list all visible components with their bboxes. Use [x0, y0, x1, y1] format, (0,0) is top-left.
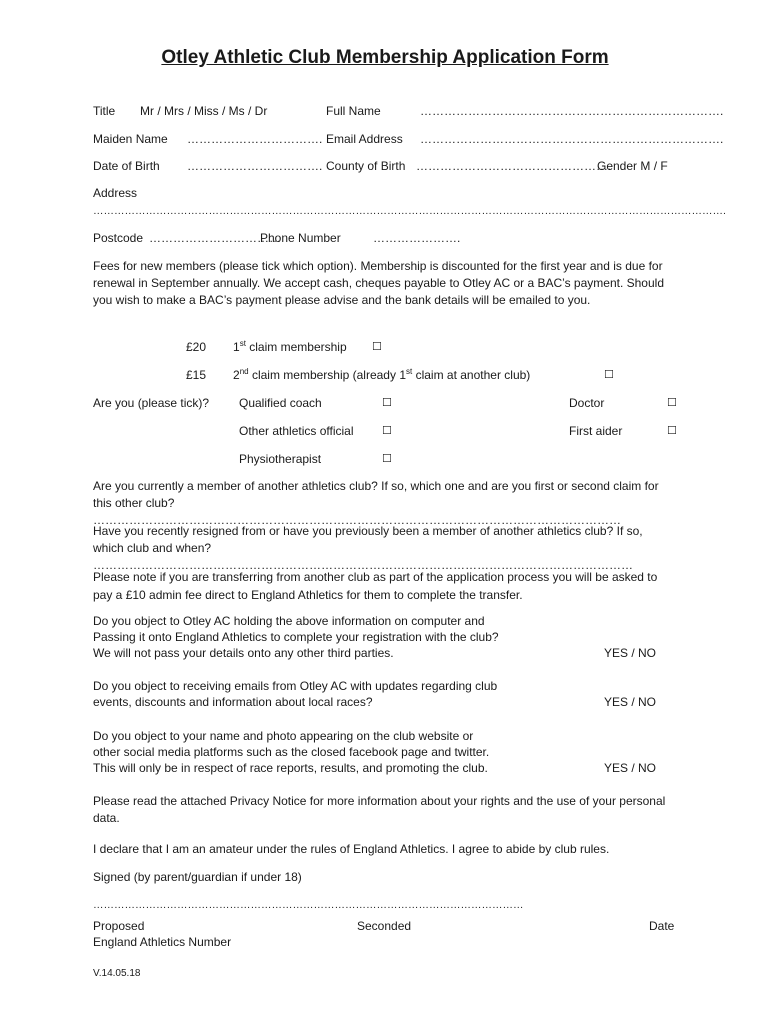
first-claim-label: 1st claim membership	[233, 339, 347, 354]
address-label: Address	[93, 186, 138, 200]
full-name-field[interactable]: ………………………………………………………………….	[420, 104, 724, 118]
qualified-coach-label: Qualified coach	[239, 396, 322, 410]
consent-data-line-2: Passing it onto England Athletics to complete your registration with the club?	[93, 630, 499, 644]
consent-photo-line-1: Do you object to your name and photo appearing on the club website or	[93, 729, 474, 743]
signed-label: Signed (by parent/guardian if under 18)	[93, 870, 302, 884]
maiden-name-label: Maiden Name	[93, 132, 168, 146]
maiden-name-field[interactable]: …………………………….	[187, 132, 323, 146]
consent-data-line-3: We will not pass your details onto any other third parties.	[93, 646, 394, 660]
consent-email-line-2: events, discounts and information about local races?	[93, 695, 373, 709]
consent-photo-line-3: This will only be in respect of race reports, results, and promoting the club.	[93, 761, 488, 775]
ea-number-label: England Athletics Number	[93, 935, 232, 949]
dob-field[interactable]: …………………………….	[187, 159, 323, 173]
other-official-checkbox[interactable]: ☐	[382, 424, 392, 437]
seconded-label: Seconded	[357, 919, 412, 933]
fee-second-claim-price: £15	[186, 368, 207, 382]
form-title: Otley Athletic Club Membership Application Form	[161, 47, 609, 68]
physiotherapist-label: Physiotherapist	[239, 452, 322, 466]
fees-paragraph: Fees for new members (please tick which option). Membership is discounted for the first year and is due for renewal in September annually. We accept cash, cheques payable to Otley AC or a BAC’s payment. Should you wish to make a BAC’s payment please advise and the bank details will be emailed to you.	[93, 259, 664, 307]
consent-data-line-1: Do you object to Otley AC holding the above information on computer and	[93, 614, 485, 628]
other-club-question[interactable]: Are you currently a member of another athletics club? If so, which one and are you first or second claim for this other club? ……………………………………………………………………………………………………………………	[93, 479, 659, 527]
second-claim-checkbox[interactable]: ☐	[604, 368, 614, 381]
signature-line[interactable]: ……………………………………………………………………………………………………………	[93, 899, 524, 911]
other-official-label: Other athletics official	[239, 424, 354, 438]
postcode-field[interactable]: ……………………………	[149, 231, 281, 245]
full-name-label: Full Name	[326, 104, 381, 118]
phone-label: Phone Number	[260, 231, 341, 245]
county-field[interactable]: ………………………………………….	[416, 159, 612, 173]
dob-label: Date of Birth	[93, 159, 160, 173]
email-field[interactable]: ………………………………………………………………….	[420, 132, 724, 146]
first-aider-label: First aider	[569, 424, 623, 438]
postcode-label: Postcode	[93, 231, 144, 245]
consent-photo-answer[interactable]: YES / NO	[604, 761, 657, 775]
consent-email-line-1: Do you object to receiving emails from Otley AC with updates regarding club	[93, 679, 498, 693]
privacy-notice: Please read the attached Privacy Notice for more information about your rights and the use of your personal data.	[93, 794, 666, 825]
declaration: I declare that I am an amateur under the rules of England Athletics. I agree to abide by club rules.	[93, 842, 610, 856]
second-claim-label: 2nd claim membership (already 1st claim at another club)	[233, 367, 531, 382]
doctor-checkbox[interactable]: ☐	[667, 396, 677, 409]
address-field[interactable]: ……………………………………………………………………………………………………………………………………………………………….	[93, 205, 726, 217]
gender-field[interactable]: Gender M / F	[597, 159, 668, 173]
email-label: Email Address	[326, 132, 403, 146]
physiotherapist-checkbox[interactable]: ☐	[382, 452, 392, 465]
proposed-label: Proposed	[93, 919, 145, 933]
title-label: Title	[93, 104, 116, 118]
title-options[interactable]: Mr / Mrs / Miss / Ms / Dr	[140, 104, 268, 118]
qualified-coach-checkbox[interactable]: ☐	[382, 396, 392, 409]
roles-label: Are you (please tick)?	[93, 396, 210, 410]
transfer-note: Please note if you are transferring from another club as part of the application process you will be asked to pay a £10 admin fee direct to England Athletics for them to complete the transfer.	[93, 570, 658, 602]
consent-photo-line-2: other social media platforms such as the closed facebook page and twitter.	[93, 745, 490, 759]
fee-first-claim-price: £20	[186, 340, 207, 354]
first-aider-checkbox[interactable]: ☐	[667, 424, 677, 437]
consent-data-answer[interactable]: YES / NO	[604, 646, 657, 660]
date-label: Date	[649, 919, 675, 933]
version-label: V.14.05.18	[93, 968, 141, 979]
resigned-question[interactable]: Have you recently resigned from or have you previously been a member of another athletics club? If so, which club and when? ………………………………………………………………………………………………………………………	[93, 524, 643, 572]
consent-email-answer[interactable]: YES / NO	[604, 695, 657, 709]
doctor-label: Doctor	[569, 396, 605, 410]
phone-field[interactable]: ………………….	[373, 231, 461, 245]
county-label: County of Birth	[326, 159, 406, 173]
first-claim-checkbox[interactable]: ☐	[372, 340, 382, 353]
